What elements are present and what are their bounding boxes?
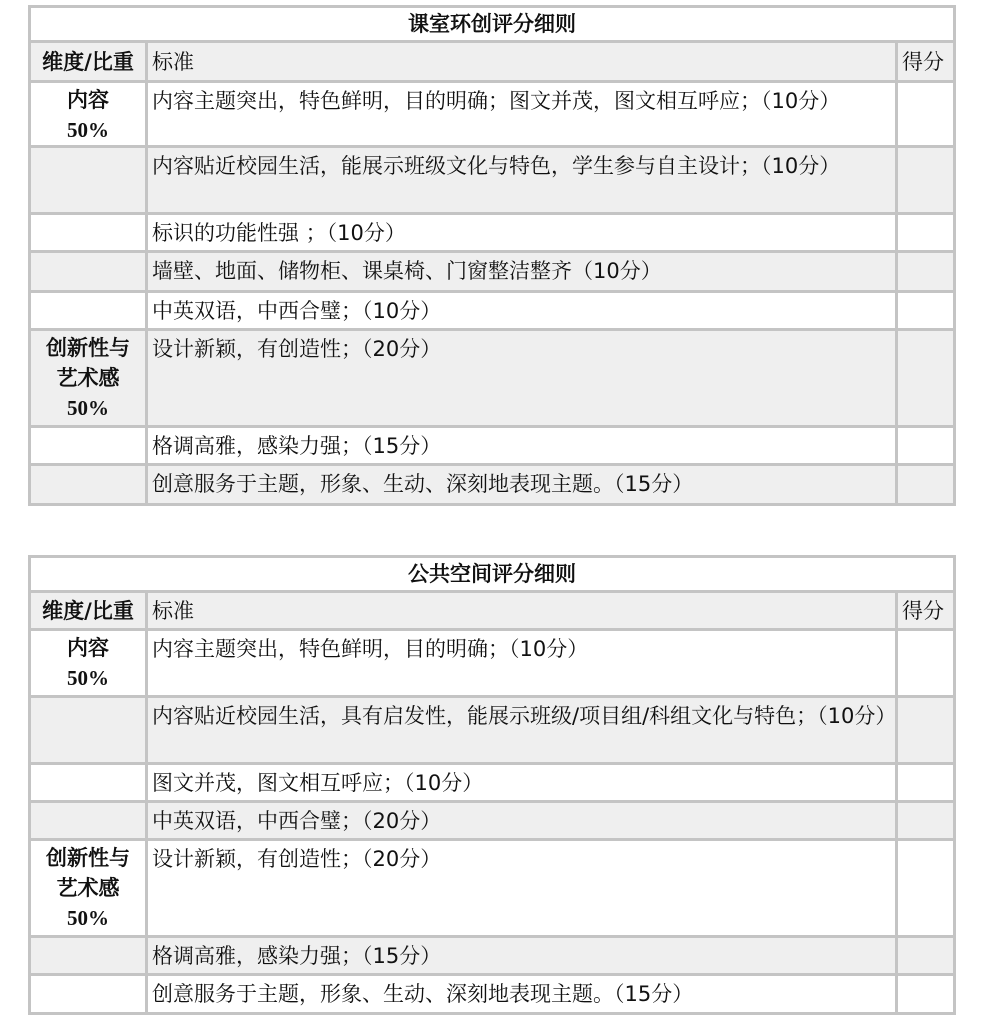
- classroom-scoring-table: [28, 5, 956, 506]
- dimension-label: 创新性与艺术感: [46, 336, 130, 390]
- dimension-cell: [30, 975, 147, 1014]
- dimension-cell: [30, 697, 147, 764]
- score-cell[interactable]: [897, 465, 955, 505]
- score-cell[interactable]: [897, 697, 955, 764]
- standard-cell: 设计新颖，有创造性；（20分）: [147, 840, 897, 937]
- score-cell[interactable]: [897, 82, 955, 147]
- header-dimension: 维度/比重: [30, 42, 147, 82]
- score-cell[interactable]: [897, 802, 955, 840]
- standard-cell: 格调高雅，感染力强；（15分）: [147, 937, 897, 975]
- table-row: [30, 465, 955, 505]
- dimension-cell: [30, 465, 147, 505]
- score-cell[interactable]: [897, 427, 955, 465]
- table-row: [30, 292, 955, 330]
- dimension-cell: [30, 427, 147, 465]
- table-row: [30, 764, 955, 802]
- header-dimension: 维度/比重: [30, 592, 147, 630]
- table-row: [30, 630, 955, 697]
- dimension-cell: [30, 937, 147, 975]
- dimension-cell: [30, 82, 147, 147]
- header-score: 得分: [897, 42, 955, 82]
- table-row: [30, 330, 955, 427]
- score-cell[interactable]: [897, 840, 955, 937]
- table-title: 课室环创评分细则: [30, 7, 955, 42]
- standard-cell: 墙壁、地面、储物柜、课桌椅、门窗整洁整齐（10分）: [147, 252, 897, 292]
- dimension-cell: [30, 630, 147, 697]
- dimension-weight: 50%: [67, 906, 109, 930]
- dimension-label: 内容: [67, 636, 109, 660]
- standard-cell: 设计新颖，有创造性；（20分）: [147, 330, 897, 427]
- dimension-cell: [30, 840, 147, 937]
- header-row: [30, 592, 955, 630]
- dimension-weight: 50%: [67, 396, 109, 420]
- score-cell[interactable]: [897, 937, 955, 975]
- dimension-cell: [30, 802, 147, 840]
- dimension-cell: [30, 330, 147, 427]
- score-cell[interactable]: [897, 764, 955, 802]
- header-row: [30, 42, 955, 82]
- standard-cell: 图文并茂，图文相互呼应；（10分）: [147, 764, 897, 802]
- standard-cell: 创意服务于主题，形象、生动、深刻地表现主题。（15分）: [147, 465, 897, 505]
- standard-cell: 中英双语，中西合璧；（10分）: [147, 292, 897, 330]
- score-cell[interactable]: [897, 147, 955, 214]
- dimension-cell: [30, 147, 147, 214]
- standard-cell: 标识的功能性强 ；（10分）: [147, 214, 897, 252]
- header-standard: 标准: [147, 592, 897, 630]
- table-row: [30, 147, 955, 214]
- score-cell[interactable]: [897, 252, 955, 292]
- dimension-weight: 50%: [67, 118, 109, 142]
- title-row: [30, 557, 955, 592]
- score-cell[interactable]: [897, 292, 955, 330]
- dimension-cell: [30, 764, 147, 802]
- dimension-weight: 50%: [67, 666, 109, 690]
- table-row: [30, 252, 955, 292]
- standard-cell: 中英双语，中西合璧；（20分）: [147, 802, 897, 840]
- standard-cell: 创意服务于主题，形象、生动、深刻地表现主题。（15分）: [147, 975, 897, 1014]
- table-title: 公共空间评分细则: [30, 557, 955, 592]
- title-row: [30, 7, 955, 42]
- score-cell[interactable]: [897, 330, 955, 427]
- standard-cell: 内容主题突出，特色鲜明，目的明确；图文并茂，图文相互呼应；（10分）: [147, 82, 897, 147]
- table-row: [30, 802, 955, 840]
- score-cell[interactable]: [897, 214, 955, 252]
- table-row: [30, 214, 955, 252]
- table-row: [30, 427, 955, 465]
- table-row: [30, 840, 955, 937]
- table-row: [30, 82, 955, 147]
- standard-cell: 内容主题突出，特色鲜明，目的明确；（10分）: [147, 630, 897, 697]
- dimension-cell: [30, 214, 147, 252]
- dimension-cell: [30, 252, 147, 292]
- score-cell[interactable]: [897, 630, 955, 697]
- standard-cell: 内容贴近校园生活，具有启发性，能展示班级/项目组/科组文化与特色；（10分）: [147, 697, 897, 764]
- dimension-cell: [30, 292, 147, 330]
- standard-cell: 格调高雅，感染力强；（15分）: [147, 427, 897, 465]
- standard-cell: 内容贴近校园生活，能展示班级文化与特色，学生参与自主设计；（10分）: [147, 147, 897, 214]
- public-space-scoring-table: [28, 555, 956, 1015]
- table-row: [30, 937, 955, 975]
- header-score: 得分: [897, 592, 955, 630]
- score-cell[interactable]: [897, 975, 955, 1014]
- dimension-label: 内容: [67, 88, 109, 112]
- header-standard: 标准: [147, 42, 897, 82]
- table-row: [30, 975, 955, 1014]
- table-row: [30, 697, 955, 764]
- dimension-label: 创新性与艺术感: [46, 846, 130, 900]
